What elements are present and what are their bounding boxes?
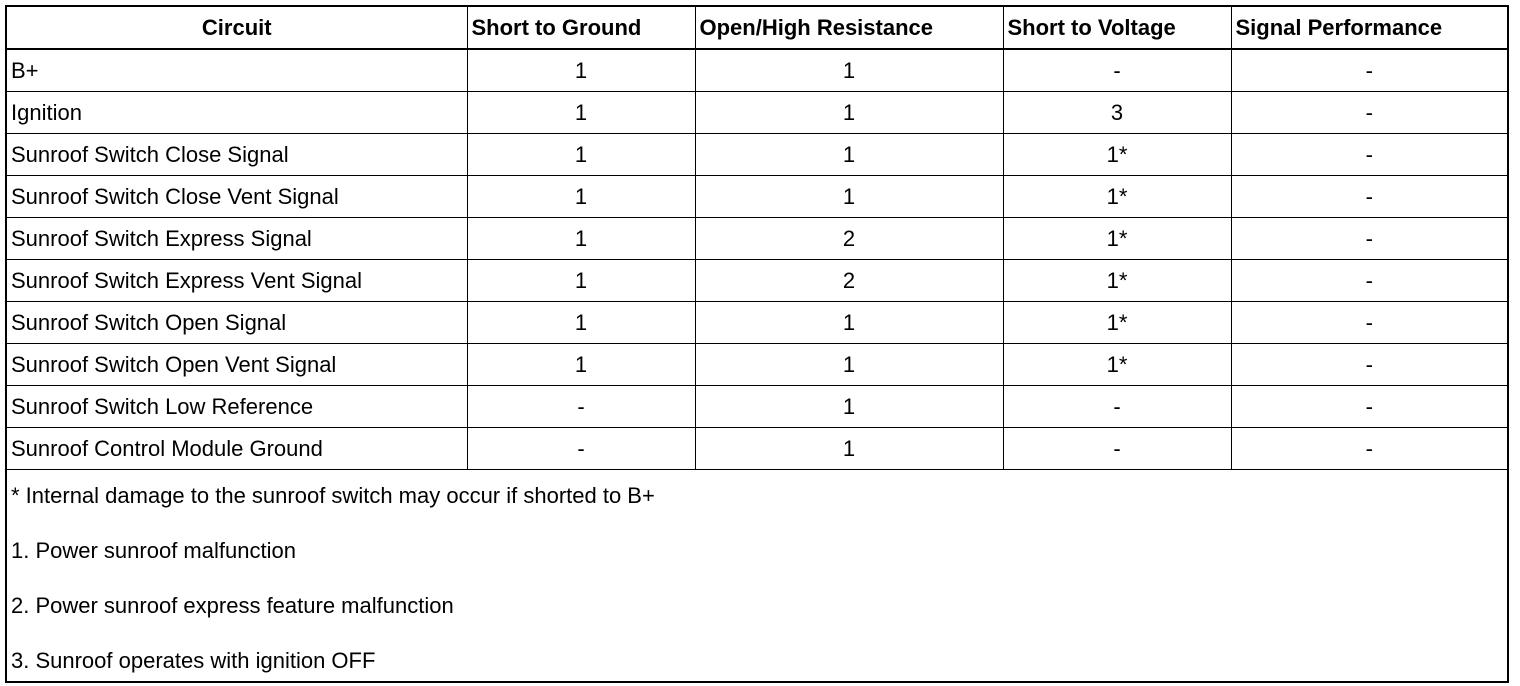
footnote-asterisk: * Internal damage to the sunroof switch may occur if shorted to B+ xyxy=(11,483,655,508)
short-to-voltage-cell: 1* xyxy=(1003,344,1231,386)
short-to-ground-cell: 1 xyxy=(467,134,695,176)
short-to-voltage-cell: - xyxy=(1003,49,1231,92)
signal-performance-cell: - xyxy=(1231,428,1507,470)
open-high-resistance-cell: 2 xyxy=(695,260,1003,302)
open-high-resistance-cell: 1 xyxy=(695,92,1003,134)
open-high-resistance-cell: 1 xyxy=(695,344,1003,386)
circuit-name-cell: Sunroof Switch Open Vent Signal xyxy=(7,344,467,386)
circuit-name-cell: Sunroof Switch Open Signal xyxy=(7,302,467,344)
circuit-name-cell: B+ xyxy=(7,49,467,92)
circuit-name-cell: Sunroof Switch Express Vent Signal xyxy=(7,260,467,302)
short-to-ground-cell: 1 xyxy=(467,344,695,386)
table-row xyxy=(7,92,1507,134)
short-to-voltage-cell: 3 xyxy=(1003,92,1231,134)
table-row xyxy=(7,260,1507,302)
header-circuit: Circuit xyxy=(7,7,467,49)
short-to-ground-cell: 1 xyxy=(467,92,695,134)
short-to-voltage-cell: 1* xyxy=(1003,260,1231,302)
table-row xyxy=(7,428,1507,470)
short-to-ground-cell: - xyxy=(467,386,695,428)
table-row xyxy=(7,176,1507,218)
open-high-resistance-cell: 2 xyxy=(695,218,1003,260)
open-high-resistance-cell: 1 xyxy=(695,49,1003,92)
short-to-ground-cell: - xyxy=(467,428,695,470)
circuit-name-cell: Sunroof Switch Close Vent Signal xyxy=(7,176,467,218)
short-to-ground-cell: 1 xyxy=(467,218,695,260)
note-2: 2. Power sunroof express feature malfunction xyxy=(11,593,454,618)
signal-performance-cell: - xyxy=(1231,49,1507,92)
short-to-ground-cell: 1 xyxy=(467,302,695,344)
note-3: 3. Sunroof operates with ignition OFF xyxy=(11,648,376,673)
circuit-name-cell: Sunroof Control Module Ground xyxy=(7,428,467,470)
circuit-fault-table xyxy=(7,7,1507,470)
signal-performance-cell: - xyxy=(1231,302,1507,344)
short-to-voltage-cell: 1* xyxy=(1003,218,1231,260)
signal-performance-cell: - xyxy=(1231,344,1507,386)
table-row xyxy=(7,344,1507,386)
short-to-voltage-cell: - xyxy=(1003,428,1231,470)
open-high-resistance-cell: 1 xyxy=(695,386,1003,428)
open-high-resistance-cell: 1 xyxy=(695,428,1003,470)
signal-performance-cell: - xyxy=(1231,260,1507,302)
open-high-resistance-cell: 1 xyxy=(695,134,1003,176)
table-row xyxy=(7,302,1507,344)
short-to-voltage-cell: - xyxy=(1003,386,1231,428)
open-high-resistance-cell: 1 xyxy=(695,302,1003,344)
signal-performance-cell: - xyxy=(1231,92,1507,134)
circuit-name-cell: Ignition xyxy=(7,92,467,134)
signal-performance-cell: - xyxy=(1231,218,1507,260)
note-1: 1. Power sunroof malfunction xyxy=(11,538,296,563)
circuit-name-cell: Sunroof Switch Express Signal xyxy=(7,218,467,260)
circuit-name-cell: Sunroof Switch Low Reference xyxy=(7,386,467,428)
short-to-ground-cell: 1 xyxy=(467,176,695,218)
short-to-voltage-cell: 1* xyxy=(1003,302,1231,344)
header-short-to-ground: Short to Ground xyxy=(467,7,695,49)
header-open-high-resistance: Open/High Resistance xyxy=(695,7,1003,49)
table-row xyxy=(7,49,1507,92)
table-header-row xyxy=(7,7,1507,49)
short-to-voltage-cell: 1* xyxy=(1003,176,1231,218)
header-signal-performance: Signal Performance xyxy=(1231,7,1507,49)
circuit-name-cell: Sunroof Switch Close Signal xyxy=(7,134,467,176)
open-high-resistance-cell: 1 xyxy=(695,176,1003,218)
header-short-to-voltage: Short to Voltage xyxy=(1003,7,1231,49)
circuit-fault-table-frame xyxy=(5,5,1509,683)
short-to-ground-cell: 1 xyxy=(467,260,695,302)
signal-performance-cell: - xyxy=(1231,176,1507,218)
table-row xyxy=(7,218,1507,260)
signal-performance-cell: - xyxy=(1231,386,1507,428)
table-row xyxy=(7,386,1507,428)
table-row xyxy=(7,134,1507,176)
signal-performance-cell: - xyxy=(1231,134,1507,176)
short-to-ground-cell: 1 xyxy=(467,49,695,92)
short-to-voltage-cell: 1* xyxy=(1003,134,1231,176)
